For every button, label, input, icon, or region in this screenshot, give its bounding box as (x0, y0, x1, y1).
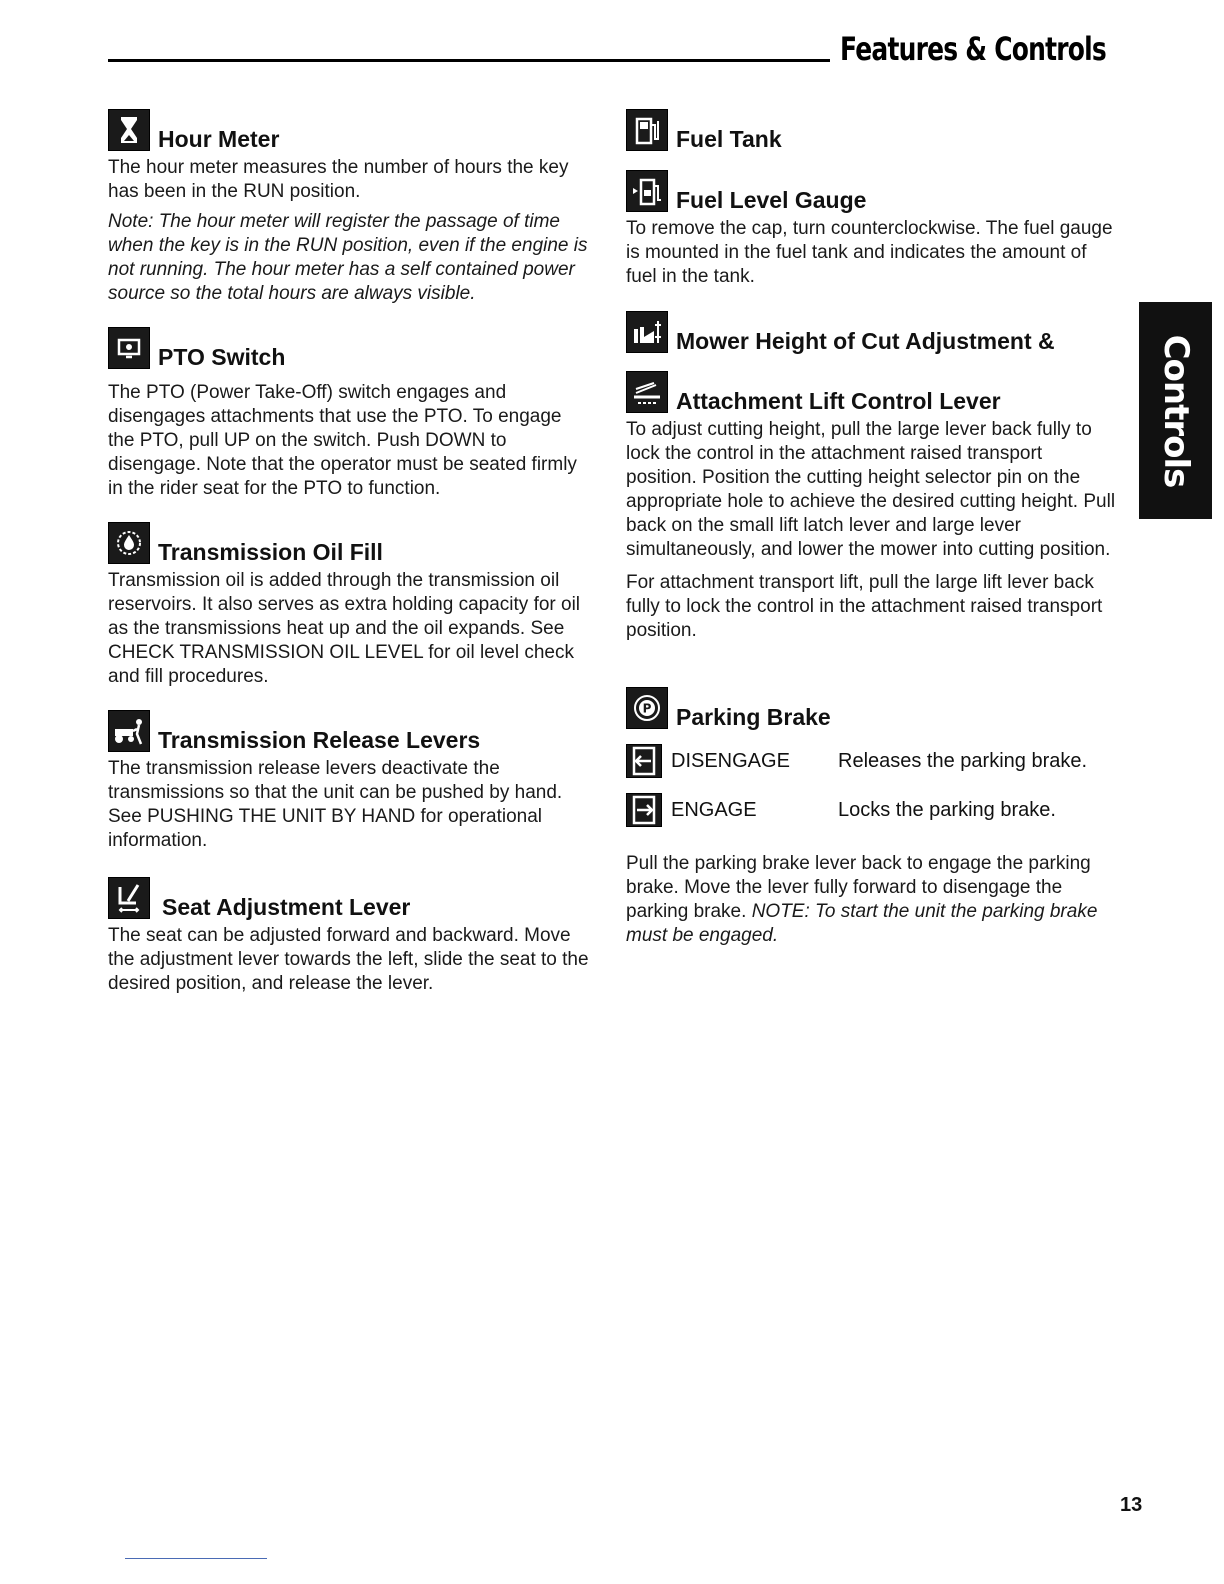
fuel-tank-icon (626, 109, 668, 151)
disengage-label: DISENGAGE (671, 749, 790, 772)
pto-switch-section (108, 327, 593, 501)
fuel-tank-section (626, 109, 1116, 151)
mower-height-section (626, 311, 1116, 353)
engage-label: ENGAGE (671, 798, 757, 821)
seat-adjustment-section (108, 877, 593, 996)
parking-brake-body (626, 852, 1116, 948)
attachment-lift-text-1: To adjust cutting height, pull the large lever back fully to lock the control in the attachment raised transport position. Position the cutting height selector pin on the appropriate hole to achieve the desired cutting height. Pull back on the small lift latch lever and large lever simultaneously, and lower the mower into cutting position. (626, 419, 1116, 560)
engage-description: Locks the parking brake. (838, 798, 1056, 821)
transmission-oil-section (108, 522, 593, 689)
mower-height-heading: Mower Height of Cut Adjustment & (676, 328, 1055, 354)
seat-icon (108, 877, 150, 919)
fuel-gauge-heading: Fuel Level Gauge (676, 187, 867, 213)
section-tab-label: Controls (1155, 334, 1196, 487)
engage-icon (626, 793, 662, 827)
section-tab (1139, 302, 1212, 519)
tractor-push-icon (108, 710, 150, 752)
brake-row-engage (626, 793, 1116, 827)
footer-rule (125, 1558, 267, 1559)
attachment-lift-text-2: For attachment transport lift, pull the large lift lever back fully to lock the control in the attachment raised transport position. (626, 572, 1103, 641)
attachment-lift-section (626, 371, 1116, 643)
fuel-gauge-icon (626, 170, 668, 212)
transmission-release-text: The transmission release levers deactivate the transmissions so that the unit can be pushed by hand. See PUSHING THE UNIT BY HAND for operational information. (108, 758, 563, 851)
hour-meter-text: The hour meter measures the number of hours the key has been in the RUN position. (108, 157, 569, 202)
pto-switch-heading: PTO Switch (158, 344, 286, 370)
oil-fill-icon (108, 522, 150, 564)
hour-meter-heading: Hour Meter (158, 126, 280, 152)
parking-brake-text-main: Pull the parking brake lever back to engage the parking brake. Move the lever fully forward to disengage the parking brake. (626, 853, 1091, 922)
hour-meter-section (108, 109, 593, 306)
parking-brake-note: NOTE: To start the unit the parking brake must be engaged. (626, 901, 1098, 946)
seat-adjustment-text: The seat can be adjusted forward and backward. Move the adjustment lever towards the left, slide the seat to the desired position, and release the lever. (108, 925, 589, 994)
seat-adjustment-heading: Seat Adjustment Lever (162, 894, 411, 920)
hourglass-icon (108, 109, 150, 151)
pto-icon (108, 327, 150, 369)
fuel-tank-heading: Fuel Tank (676, 126, 782, 152)
header-rule (108, 59, 830, 62)
parking-brake-section (626, 687, 1116, 729)
brake-row-disengage (626, 744, 1116, 778)
transmission-oil-heading: Transmission Oil Fill (158, 539, 383, 565)
pto-switch-text: The PTO (Power Take-Off) switch engages and disengages attachments that use the PTO. To engage the PTO, pull UP on the switch. Push DOWN to disengage. Note that the operator must be seated firmly in the rider seat for the PTO to function. (108, 382, 577, 499)
transmission-oil-text: Transmission oil is added through the transmission oil reservoirs. It also serves as extra holding capacity for oil as the transmissions heat up and the oil expands. See CHECK TRANSMISSION OIL LEVEL for oil level check and fill procedures. (108, 570, 581, 687)
transmission-release-heading: Transmission Release Levers (158, 727, 481, 753)
fuel-gauge-section (626, 170, 1116, 289)
disengage-description: Releases the parking brake. (838, 749, 1088, 772)
parking-brake-icon (626, 687, 668, 729)
disengage-icon (626, 744, 662, 778)
attachment-lift-icon (626, 371, 668, 413)
transmission-release-section (108, 710, 593, 853)
parking-brake-heading: Parking Brake (676, 704, 831, 730)
parking-brake-text (626, 852, 1116, 948)
fuel-gauge-text: To remove the cap, turn counterclockwise. The fuel gauge is mounted in the fuel tank and indicates the amount of fuel in the tank. (626, 218, 1113, 287)
page-number: 13 (1120, 1494, 1143, 1516)
page-header-title: Features & Controls (840, 30, 1106, 68)
attachment-lift-heading: Attachment Lift Control Lever (676, 388, 1001, 414)
mower-height-icon (626, 311, 668, 353)
svg-text:P: P (642, 701, 652, 716)
hour-meter-note: Note: The hour meter will register the passage of time when the key is in the RUN position, even if the engine is not running. The hour meter has a self contained power source so the total hours are always visible. (108, 211, 588, 304)
